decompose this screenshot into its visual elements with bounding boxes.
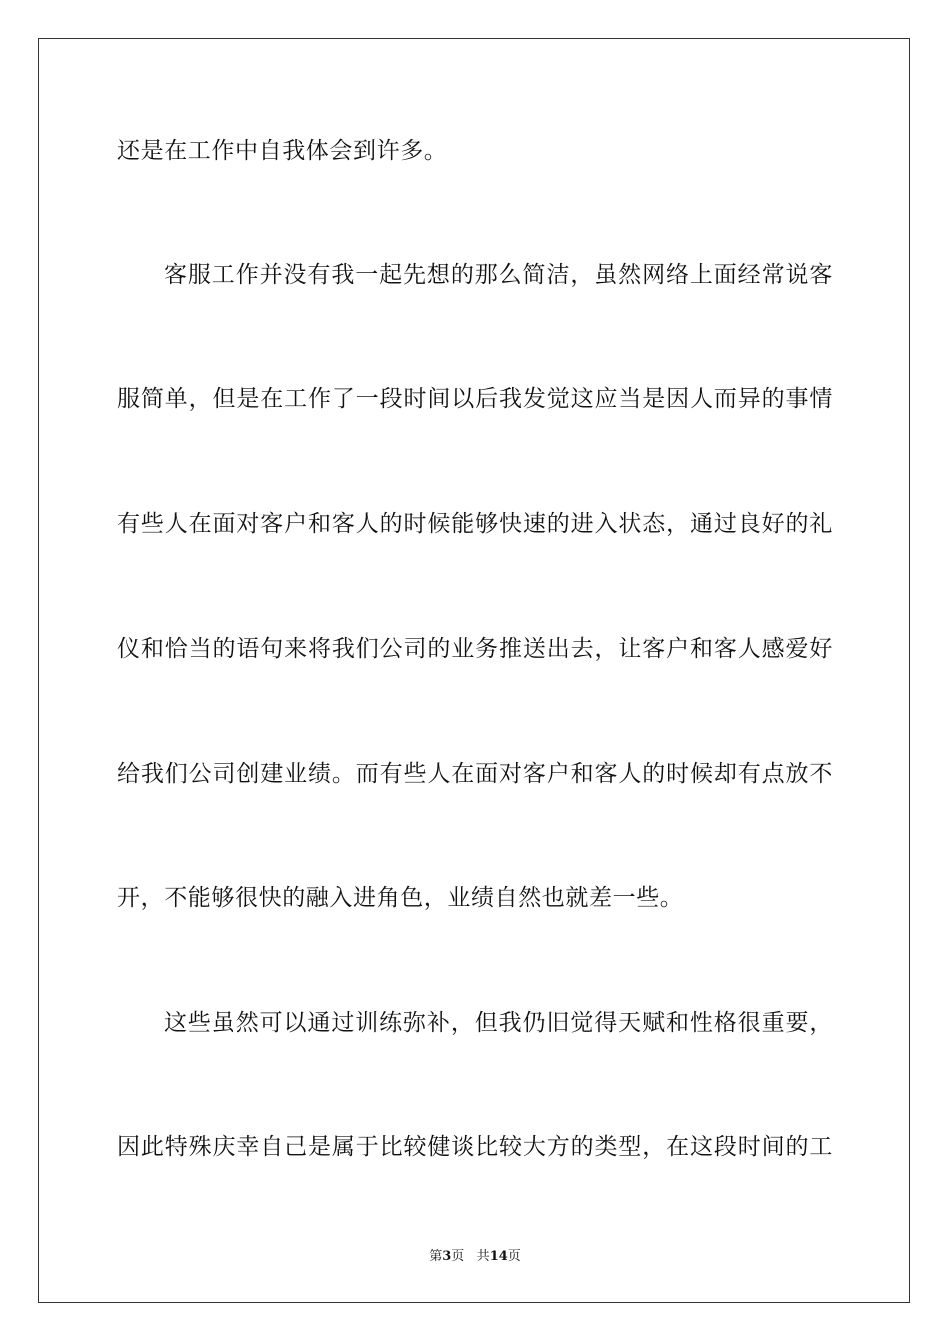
- total-pages-number: 14: [489, 1249, 508, 1264]
- total-prefix: 共: [476, 1249, 490, 1264]
- page-prefix: 第: [429, 1249, 443, 1264]
- page-border: [38, 38, 910, 1303]
- current-page-number: 3: [442, 1249, 452, 1264]
- page-footer: [0, 1248, 950, 1266]
- text-line: 因此特殊庆幸自己是属于比较健谈比较大方的类型，在这段时间的工: [117, 1134, 833, 1160]
- total-suffix: 页: [507, 1249, 521, 1264]
- text-line: 有些人在面对客户和客人的时候能够快速的进入状态，通过良好的礼: [117, 511, 833, 537]
- text-line: 还是在工作中自我体会到许多。: [117, 138, 448, 164]
- text-line: 仪和恰当的语句来将我们公司的业务推送出去，让客户和客人感爱好: [117, 636, 833, 662]
- text-line: 给我们公司创建业绩。而有些人在面对客户和客人的时候却有点放不: [117, 761, 833, 787]
- text-line: 开，不能够很快的融入进角色，业绩自然也就差一些。: [117, 885, 684, 911]
- text-line: 服简单，但是在工作了一段时间以后我发觉这应当是因人而异的事情: [117, 386, 833, 412]
- paragraph-first-line: 这些虽然可以通过训练弥补，但我仍旧觉得天赋和性格很重要，: [164, 1010, 833, 1036]
- paragraph-first-line: 客服工作并没有我一起先想的那么简洁，虽然网络上面经常说客: [164, 262, 833, 288]
- page-suffix: 页: [451, 1249, 465, 1264]
